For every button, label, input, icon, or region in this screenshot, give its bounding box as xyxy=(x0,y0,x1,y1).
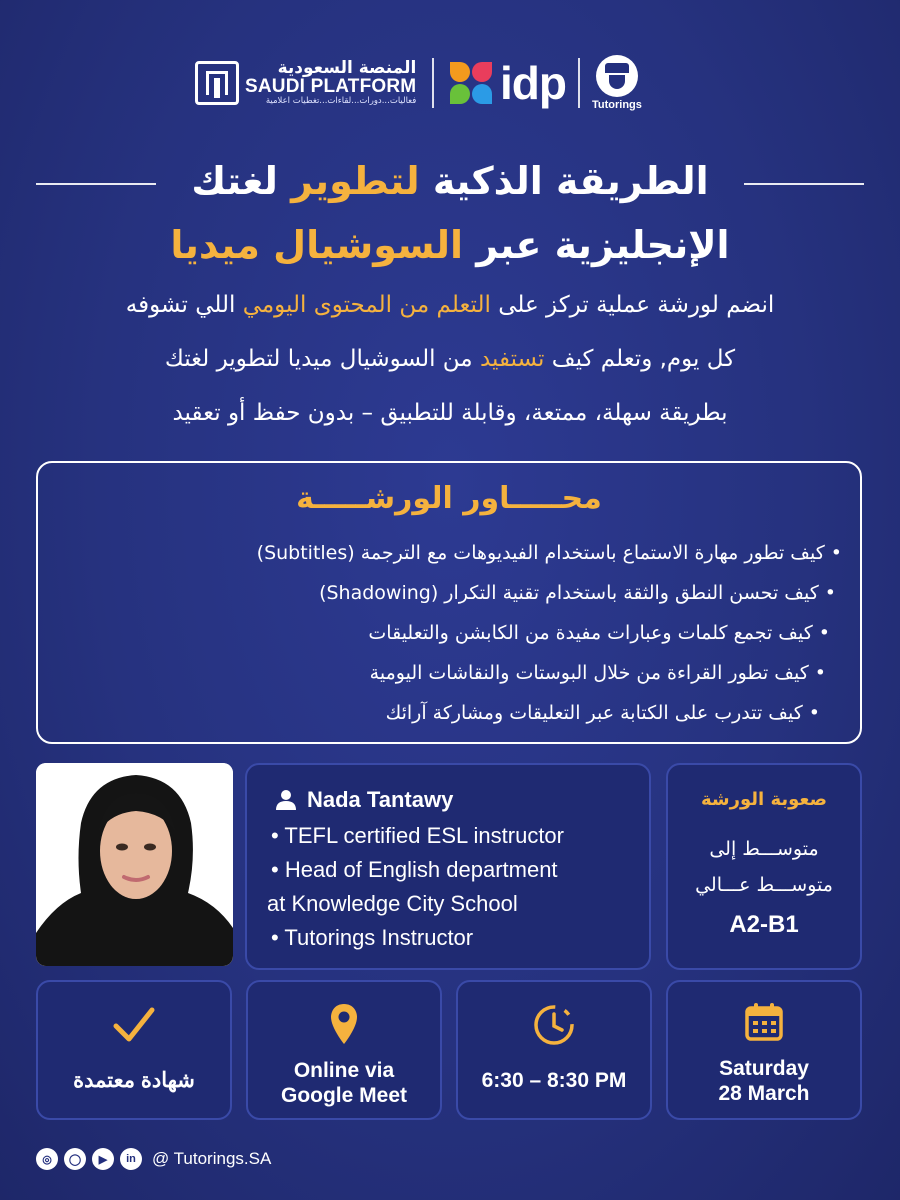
intro-text: كل يوم, وتعلم كيف xyxy=(544,346,736,372)
social-handle[interactable]: @ Tutorings.SA xyxy=(152,1149,272,1168)
date-card xyxy=(666,980,862,1120)
list-item: • Head of English department xyxy=(271,857,558,882)
title-text: الطريقة الذكية xyxy=(419,159,709,203)
person-icon xyxy=(275,789,297,811)
globe-icon[interactable]: ◎ xyxy=(36,1148,58,1170)
instructor-name-row xyxy=(275,787,453,813)
workshop-axes-title: محـــــاور الورشـــــة xyxy=(296,481,602,516)
workshop-axes-box xyxy=(36,461,862,744)
tutorings-wordmark: Tutorings xyxy=(591,99,642,111)
intro-text: من السوشيال ميديا لتطوير لغتك xyxy=(164,346,480,372)
logo-divider xyxy=(578,58,580,108)
time-label: 6:30 – 8:30 PM xyxy=(481,1069,627,1092)
date-line: Saturday xyxy=(719,1057,809,1080)
difficulty-code: A2-B1 xyxy=(729,911,799,938)
instructor-card xyxy=(245,763,651,970)
intro-text: انضم لورشة عملية تركز على xyxy=(490,292,775,318)
difficulty-line: متوســـط عـــالي xyxy=(695,874,833,896)
date-line: 28 March xyxy=(718,1082,810,1105)
title-highlight: لتطوير xyxy=(291,159,420,203)
idp-flower-icon xyxy=(446,58,496,108)
title-text: لغتك xyxy=(191,159,292,203)
list-item: • Tutorings Instructor xyxy=(271,925,474,950)
instructor-photo xyxy=(36,763,233,966)
intro-text: اللي تشوفه xyxy=(125,292,243,318)
saudi-platform-logo xyxy=(195,57,420,107)
saudi-platform-mark-icon xyxy=(195,61,239,105)
location-line: Online via xyxy=(293,1059,395,1082)
linkedin-icon[interactable]: in xyxy=(120,1148,142,1170)
date-label xyxy=(668,1056,860,1106)
instructor-portrait-icon xyxy=(36,763,233,966)
location-pin-icon xyxy=(329,1002,359,1048)
saudi-platform-tagline: فعاليات...دورات...لقاءات...تغطيات اعلامية xyxy=(265,96,417,107)
check-icon xyxy=(112,1002,156,1046)
instagram-icon[interactable]: ◯ xyxy=(64,1148,86,1170)
difficulty-description xyxy=(668,831,860,903)
list-item: • كيف تحسن النطق والثقة باستخدام تقنية التكرار (Shadowing) xyxy=(319,582,836,604)
difficulty-title: صعوبة الورشة xyxy=(701,789,827,810)
workshop-axes-list xyxy=(257,533,842,733)
youtube-icon[interactable]: ▶ xyxy=(92,1148,114,1170)
location-card xyxy=(246,980,442,1120)
list-item: • كيف تجمع كلمات وعبارات مفيدة من الكابشن والتعليقات xyxy=(368,622,830,644)
partner-logos xyxy=(195,48,715,118)
idp-logo xyxy=(446,56,566,110)
list-item: • كيف تتدرب على الكتابة عبر التعليقات ومشاركة آرائك xyxy=(385,702,820,724)
list-item: at Knowledge City School xyxy=(267,891,518,916)
title-line-2 xyxy=(0,223,900,267)
certificate-card xyxy=(36,980,232,1120)
intro-highlight: التعلم من المحتوى اليومي xyxy=(242,292,491,318)
list-item: • كيف تطور القراءة من خلال البوستات والنقاشات اليومية xyxy=(369,662,826,684)
logo-divider xyxy=(432,58,434,108)
saudi-platform-english: SAUDI PLATFORM xyxy=(245,76,417,98)
list-item: • TEFL certified ESL instructor xyxy=(271,823,564,848)
saudi-platform-arabic: المنصة السعودية xyxy=(277,57,417,78)
intro-text: بطريقة سهلة، ممتعة، وقابلة للتطبيق – بدون حفظ أو تعقيد xyxy=(172,400,728,426)
difficulty-card xyxy=(666,763,862,970)
title-highlight: السوشيال ميديا xyxy=(170,223,464,267)
intro-highlight: تستفيد xyxy=(479,346,545,372)
title-text: الإنجليزية عبر xyxy=(463,223,730,267)
tutorings-logo xyxy=(592,55,642,111)
certificate-label: شهادة معتمدة xyxy=(73,1069,195,1092)
tutorings-badge-icon xyxy=(596,55,638,97)
idp-wordmark: idp xyxy=(500,57,566,109)
time-card xyxy=(456,980,652,1120)
calendar-icon xyxy=(744,1002,784,1042)
intro-paragraph xyxy=(40,278,860,440)
list-item: • كيف تطور مهارة الاستماع باستخدام الفيديوهات مع الترجمة (Subtitles) xyxy=(256,542,842,564)
location-line: Google Meet xyxy=(280,1084,407,1107)
clock-icon xyxy=(531,1002,577,1048)
social-footer xyxy=(36,1146,271,1172)
title-line-1 xyxy=(0,159,900,203)
instructor-credentials xyxy=(267,819,564,955)
instructor-name: Nada Tantawy xyxy=(307,787,454,812)
location-label xyxy=(248,1058,440,1108)
difficulty-line: متوســـط إلى xyxy=(709,838,819,860)
